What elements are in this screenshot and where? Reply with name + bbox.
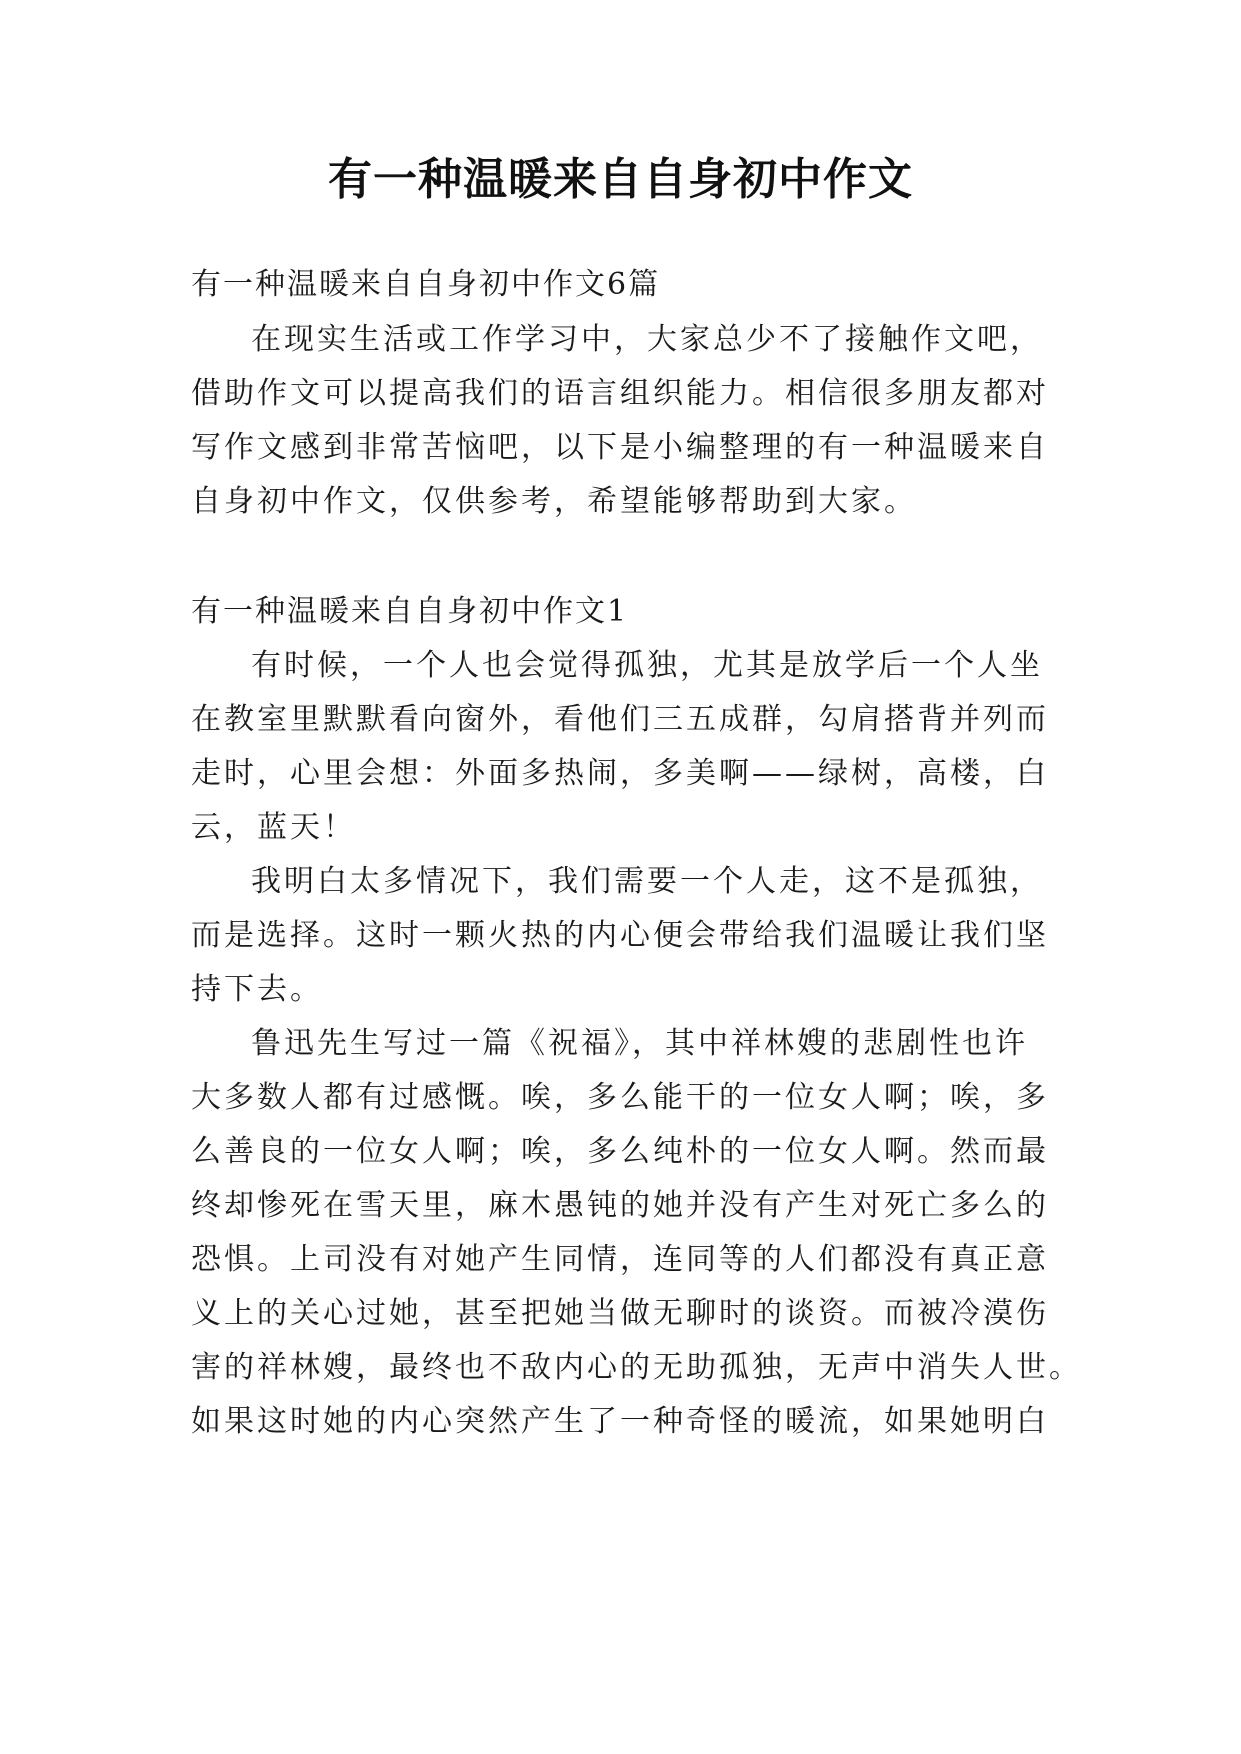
paragraph-line: 么善良的一位女人啊；唉，多么纯朴的一位女人啊。然而最 (191, 1134, 1049, 1169)
paragraph-line: 持下去。 (191, 972, 323, 1007)
paragraph-line: 写作文感到非常苦恼吧，以下是小编整理的有一种温暖来自 (191, 430, 1049, 465)
paragraph-line: 如果这时她的内心突然产生了一种奇怪的暖流，如果她明白 (191, 1404, 1049, 1439)
paragraph-line: 在现实生活或工作学习中，大家总少不了接触作文吧， (251, 322, 1043, 357)
paragraph-line: 义上的关心过她，甚至把她当做无聊时的谈资。而被冷漠伤 (191, 1296, 1049, 1331)
paragraph-line: 借助作文可以提高我们的语言组织能力。相信很多朋友都对 (191, 376, 1049, 411)
document-title: 有一种温暖来自自身初中作文 (328, 154, 913, 205)
paragraph-line: 恐惧。上司没有对她产生同情，连同等的人们都没有真正意 (191, 1242, 1049, 1277)
section-heading: 有一种温暖来自自身初中作文1 (191, 594, 629, 629)
paragraph-line: 鲁迅先生写过一篇《祝福》，其中祥林嫂的悲剧性也许 (251, 1026, 1028, 1061)
paragraph-line: 终却惨死在雪天里，麻木愚钝的她并没有产生对死亡多么的 (191, 1188, 1049, 1223)
paragraph-line: 在教室里默默看向窗外，看他们三五成群，勾肩搭背并列而 (191, 702, 1049, 737)
paragraph-line: 而是选择。这时一颗火热的内心便会带给我们温暖让我们坚 (191, 918, 1049, 953)
paragraph-line: 走时，心里会想：外面多热闹，多美啊——绿树，高楼，白 (191, 756, 1049, 791)
paragraph-line: 大多数人都有过感慨。唉，多么能干的一位女人啊；唉，多 (191, 1080, 1049, 1115)
paragraph-line: 自身初中作文，仅供参考，希望能够帮助到大家。 (191, 484, 917, 519)
paragraph-line: 我明白太多情况下，我们需要一个人走，这不是孤独， (251, 864, 1043, 899)
paragraph-line: 有时候，一个人也会觉得孤独，尤其是放学后一个人坐 (251, 648, 1043, 683)
paragraph-line: 云，蓝天！ (191, 810, 356, 845)
section-heading: 有一种温暖来自自身初中作文6篇 (191, 267, 661, 302)
paragraph-line: 害的祥林嫂，最终也不敌内心的无助孤独，无声中消失人世。 (191, 1350, 1082, 1385)
